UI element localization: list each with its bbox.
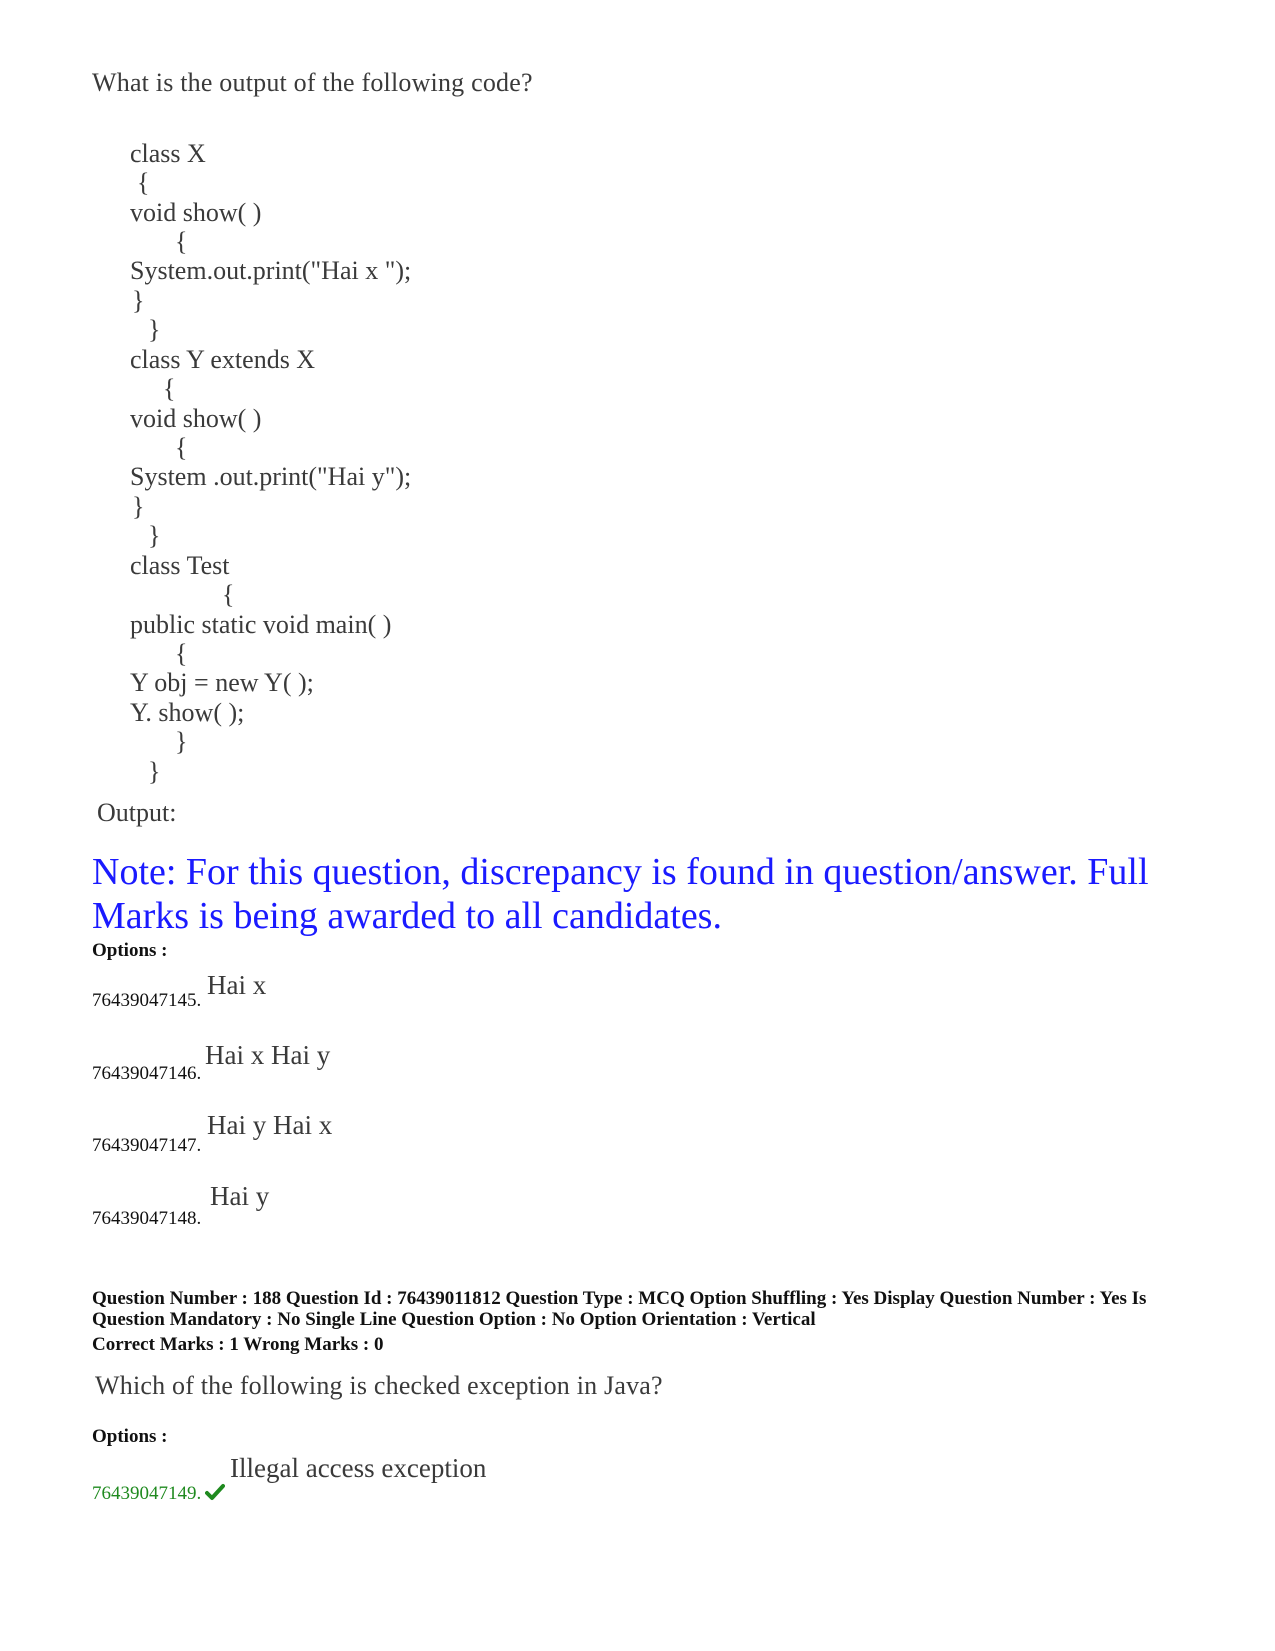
question-prompt: Which of the following is checked exception in Java? — [95, 1371, 663, 1400]
discrepancy-note: Note: For this question, discrepancy is found in question/answer. Full Marks is being awarded to all candidates. — [92, 851, 1149, 937]
question-marks: Correct Marks : 1 Wrong Marks : 0 — [92, 1334, 384, 1355]
code-line: void show( ) — [130, 404, 262, 433]
code-line: { — [175, 433, 188, 462]
options-label: Options : — [92, 1426, 168, 1447]
code-line: { — [137, 168, 150, 197]
code-line: { — [222, 580, 235, 609]
code-line: public static void main( ) — [130, 610, 392, 639]
code-line: } — [175, 727, 188, 756]
option-text: Hai x Hai y — [205, 1040, 331, 1070]
code-line: } — [148, 757, 161, 786]
question-prompt: What is the output of the following code? — [92, 68, 533, 97]
code-line: System.out.print("Hai x "); — [130, 256, 412, 285]
check-icon — [205, 1483, 225, 1501]
option-text: Hai y — [210, 1181, 270, 1211]
option-id: 76439047147. — [92, 1135, 202, 1156]
option-text: Hai x — [207, 970, 267, 1000]
code-line: { — [175, 639, 188, 668]
code-line: { — [163, 374, 176, 403]
option-id: 76439047148. — [92, 1208, 202, 1229]
option-text: Hai y Hai x — [207, 1110, 333, 1140]
code-line: } — [132, 492, 145, 521]
code-line: Y. show( ); — [130, 698, 245, 727]
option-id-correct — [92, 1483, 225, 1505]
code-line: } — [148, 315, 161, 344]
code-line: Y obj = new Y( ); — [130, 668, 314, 697]
options-label: Options : — [92, 940, 168, 961]
code-line: } — [148, 521, 161, 550]
option-id: 76439047149. — [92, 1483, 202, 1504]
code-line: { — [175, 227, 188, 256]
code-line: System .out.print("Hai y"); — [130, 462, 412, 491]
question-meta: Question Number : 188 Question Id : 76439011812 Question Type : MCQ Option Shuffling : Yes Display Question Number : Yes Is Question Mandatory : No Single Line Question Option : No Option Orientation : Vertical — [92, 1288, 1147, 1330]
code-line: class Test — [130, 551, 230, 580]
code-line: } — [132, 286, 145, 315]
code-line: class X — [130, 139, 206, 168]
code-line: class Y extends X — [130, 345, 316, 374]
output-label: Output: — [97, 798, 177, 827]
option-id: 76439047145. — [92, 990, 202, 1011]
option-id: 76439047146. — [92, 1063, 202, 1084]
code-line: void show( ) — [130, 198, 262, 227]
option-text: Illegal access exception — [230, 1453, 487, 1483]
